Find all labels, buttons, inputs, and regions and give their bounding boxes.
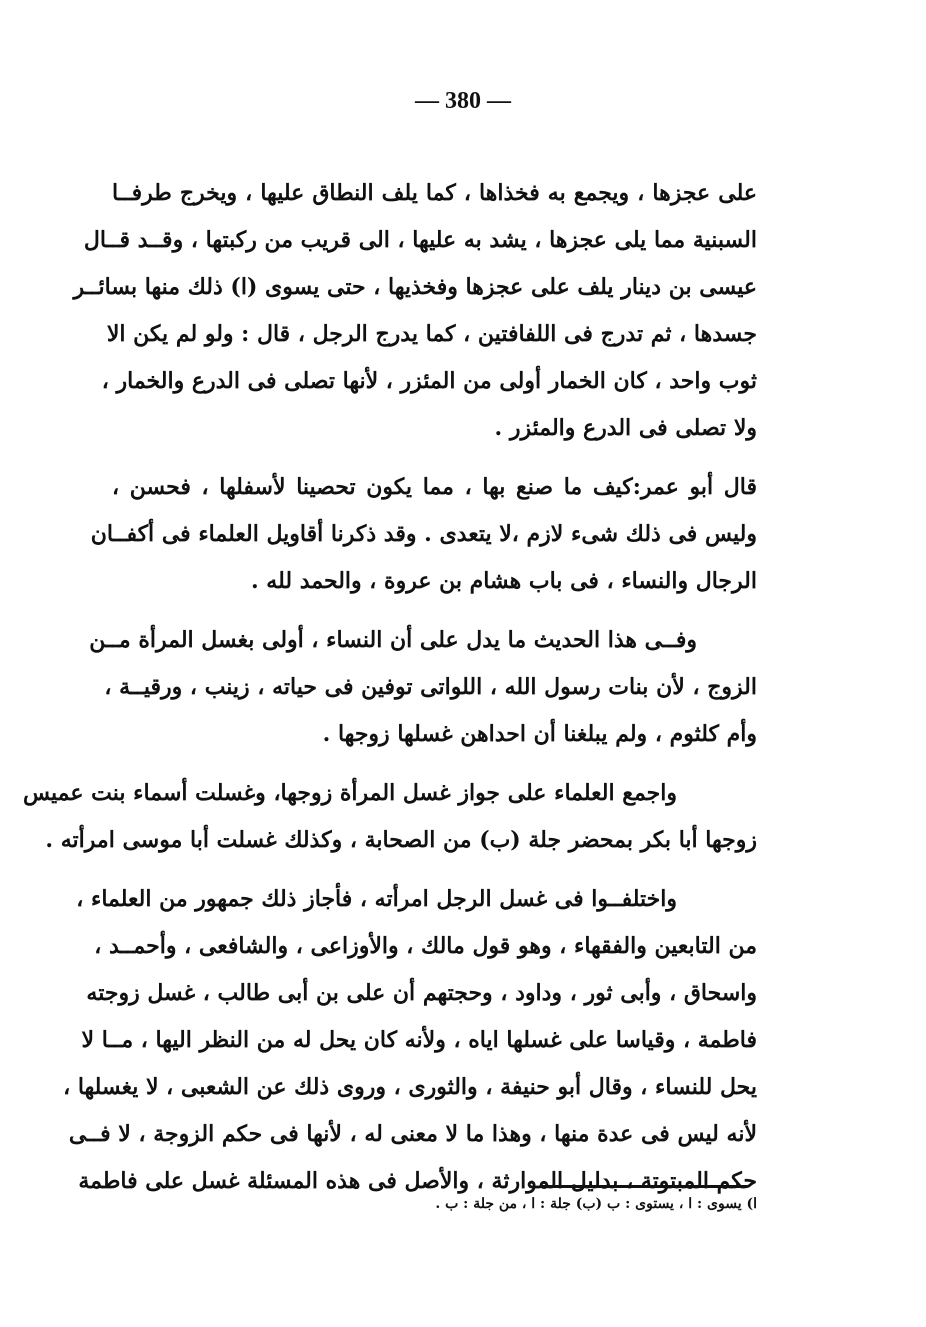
text-line: فاطمة ، وقياسا على غسلها اياه ، ولأنه كان يحل له من النظر اليها ، مــا لا [81,1027,757,1053]
text-line: وليس فى ذلك شىء لازم ،لا يتعدى . وقد ذكرنا أقاويل العلماء فى أكفــان [90,521,757,547]
text-line: حكم المبتوتة ، بدليل الموارثة ، والأصل فى هذه المسئلة غسل على فاطمة [78,1168,757,1194]
footnote-divider [542,1185,747,1188]
text-line: وفــى هذا الحديث ما يدل على أن النساء ، أولى بغسل المرأة مــن [89,627,697,653]
speaker-lead: قال أبو عمر: [632,474,757,500]
paragraph-2 [90,464,757,605]
text-line: يحل للنساء ، وقال أبو حنيفة ، والثورى ، وروى ذلك عن الشعبى ، لا يغسلها ، [63,1074,757,1100]
text-line: واسحاق ، وأبى ثور ، وداود ، وحجتهم أن على بن أبى طالب ، غسل زوجته [86,980,757,1006]
footnote: ا) يسوى : ا ، يستوى : ب (ب) جلة : ا ، من جلة : ب . [435,1196,757,1212]
text-line: واختلفــوا فى غسل الرجل امرأته ، فأجاز ذلك جمهور من العلماء ، [76,886,677,912]
text-line: زوجها أبا بكر بمحضر جلة (ب) من الصحابة ، وكذلك غسلت أبا موسى امرأته . [45,827,757,853]
paragraph-5 [63,876,757,1205]
text-span: كيف ما صنع بها ، مما يكون تحصينا لأسفلها ، فحسن ، [112,474,633,500]
text-line: عيسى بن دينار يلف على عجزها وفخذيها ، حتى يسوى (ا) ذلك منها بسائــر [73,274,757,300]
text-line: ولا تصلى فى الدرع والمئزر . [494,415,757,441]
paragraph-3 [89,617,757,758]
text-line: الزوج ، لأن بنات رسول الله ، اللواتى توفين فى حياته ، زينب ، ورقيــة ، [104,674,757,700]
text-line: الرجال والنساء ، فى باب هشام بن عروة ، والحمد لله . [250,568,757,594]
text-line: من التابعين والفقهاء ، وهو قول مالك ، والأوزاعى ، والشافعى ، وأحمــد ، [94,933,757,959]
paragraph-1 [73,170,757,452]
text-line: السبنية مما يلى عجزها ، يشد به عليها ، الى قريب من ركبتها ، وقــد قــال [83,227,757,253]
text-line: ثوب واحد ، كان الخمار أولى من المئزر ، لأنها تصلى فى الدرع والخمار ، [101,368,757,394]
paragraph-4 [22,770,757,864]
text-line: وأم كلثوم ، ولم يبلغنا أن احداهن غسلها زوجها . [322,721,757,747]
text-line: جسدها ، ثم تدرج فى اللفافتين ، كما يدرج الرجل ، قال : ولو لم يكن الا [106,321,757,347]
text-line: واجمع العلماء على جواز غسل المرأة زوجها، وغسلت أسماء بنت عميس [22,780,677,806]
text-line [112,464,757,511]
text-line: على عجزها ، ويجمع به فخذاها ، كما يلف النطاق عليها ، ويخرج طرفــا [112,180,757,206]
body-text [22,170,757,1205]
text-line: لأنه ليس فى عدة منها ، وهذا ما لا معنى له ، لأنها فى حكم الزوجة ، لا فــى [68,1121,757,1147]
page-number: — 380 — [415,88,511,114]
